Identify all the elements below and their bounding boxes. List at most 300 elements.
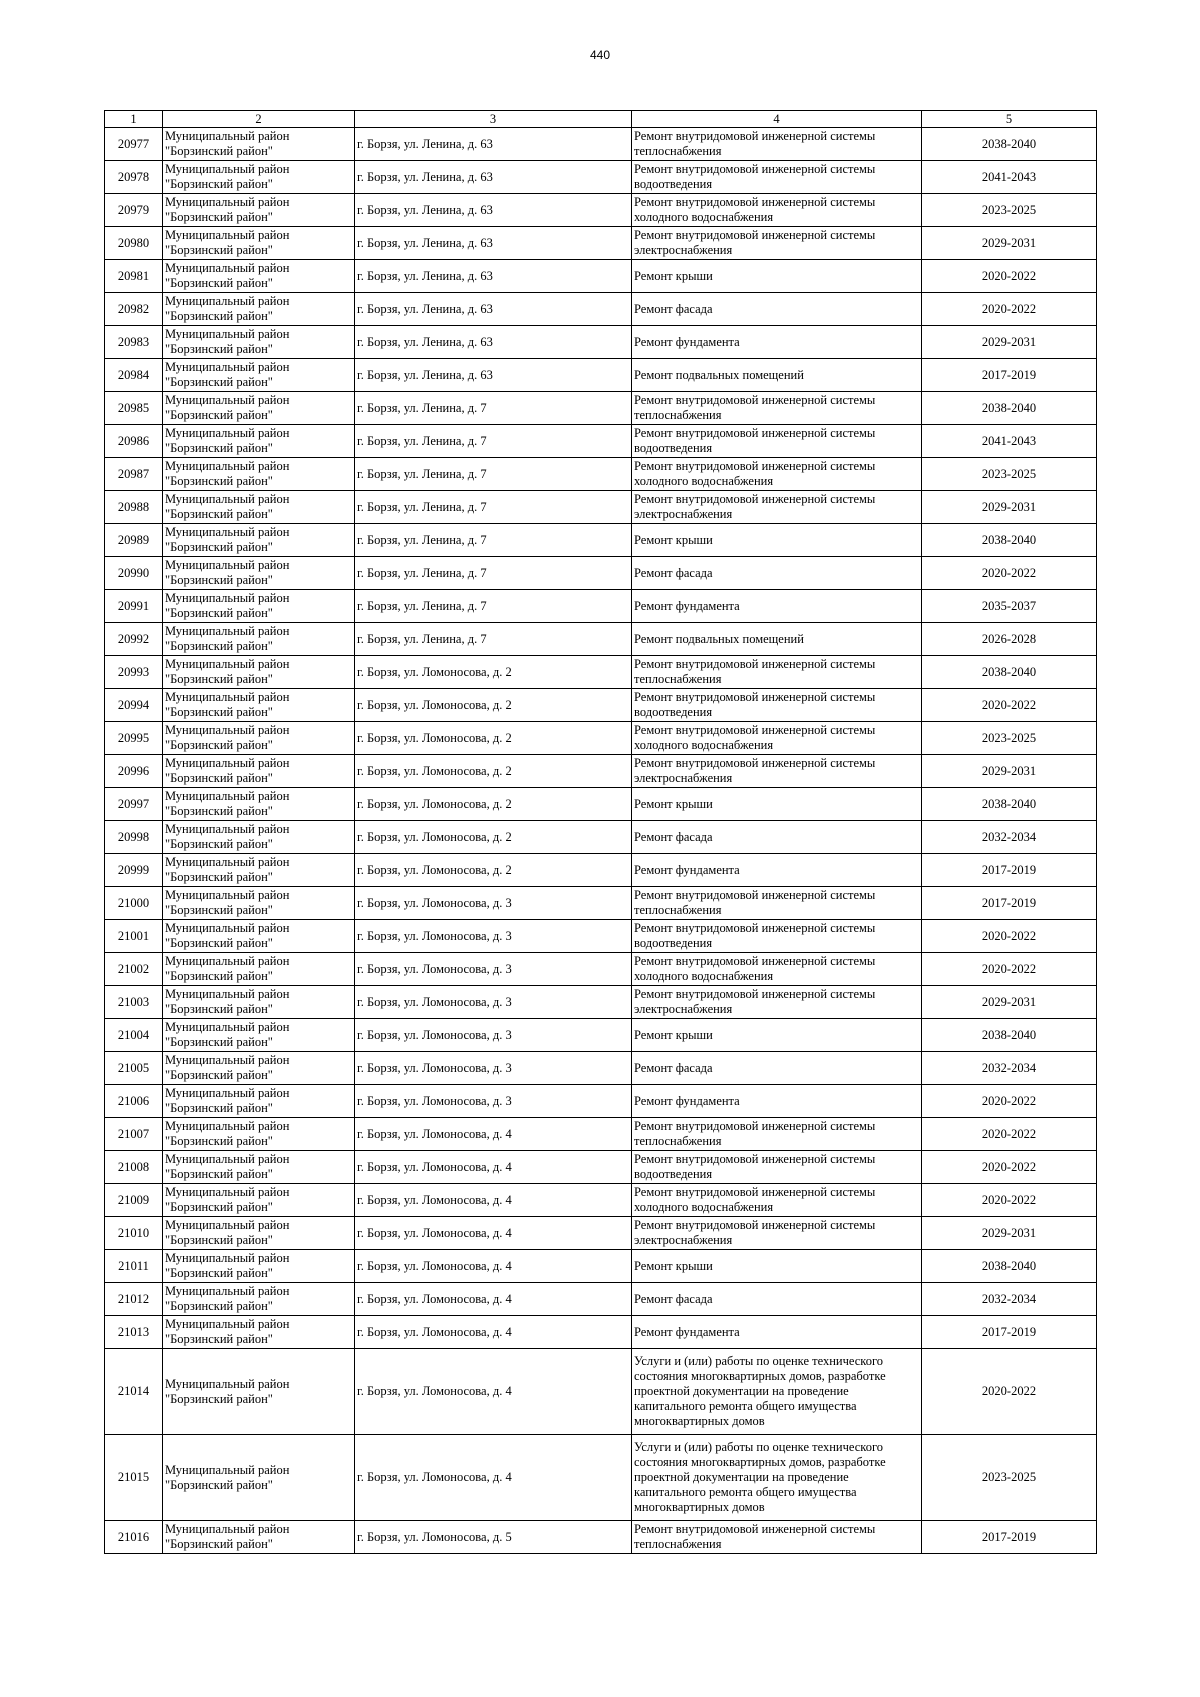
column-header-5: 5 bbox=[922, 111, 1097, 128]
municipality-line-2: "Борзинский район" bbox=[165, 1068, 273, 1082]
period-cell: 2020-2022 bbox=[922, 1118, 1097, 1151]
municipality-line-2: "Борзинский район" bbox=[165, 408, 273, 422]
table-row bbox=[105, 1316, 1097, 1349]
address-cell: г. Борзя, ул. Ломоносова, д. 5 bbox=[355, 1521, 632, 1554]
municipality-line-1: Муниципальный район bbox=[165, 360, 290, 374]
municipality-line-1: Муниципальный район bbox=[165, 294, 290, 308]
work-type-cell: Ремонт крыши bbox=[632, 1019, 922, 1052]
municipality-line-1: Муниципальный район bbox=[165, 1119, 290, 1133]
row-number: 21003 bbox=[105, 986, 163, 1019]
column-header-3: 3 bbox=[355, 111, 632, 128]
address-cell: г. Борзя, ул. Ломоносова, д. 4 bbox=[355, 1316, 632, 1349]
period-cell: 2029-2031 bbox=[922, 986, 1097, 1019]
address-cell: г. Борзя, ул. Ленина, д. 7 bbox=[355, 623, 632, 656]
municipality-line-1: Муниципальный район bbox=[165, 954, 290, 968]
municipality-line-2: "Борзинский район" bbox=[165, 1537, 273, 1551]
table-row bbox=[105, 590, 1097, 623]
municipality-line-2: "Борзинский район" bbox=[165, 1134, 273, 1148]
table-row bbox=[105, 1151, 1097, 1184]
municipality-cell bbox=[163, 392, 355, 425]
work-type-cell: Ремонт внутридомовой инженерной системы теплоснабжения bbox=[632, 656, 922, 689]
work-type-cell: Ремонт фасада bbox=[632, 1052, 922, 1085]
table-row bbox=[105, 788, 1097, 821]
municipality-cell bbox=[163, 590, 355, 623]
municipality-cell bbox=[163, 1118, 355, 1151]
row-number: 20985 bbox=[105, 392, 163, 425]
municipality-line-2: "Борзинский район" bbox=[165, 375, 273, 389]
table-row bbox=[105, 392, 1097, 425]
row-number: 21015 bbox=[105, 1435, 163, 1521]
municipality-cell bbox=[163, 1184, 355, 1217]
table-row bbox=[105, 755, 1097, 788]
address-cell: г. Борзя, ул. Ломоносова, д. 2 bbox=[355, 821, 632, 854]
municipality-line-2: "Борзинский район" bbox=[165, 177, 273, 191]
address-cell: г. Борзя, ул. Ленина, д. 63 bbox=[355, 260, 632, 293]
row-number: 20984 bbox=[105, 359, 163, 392]
address-cell: г. Борзя, ул. Ленина, д. 7 bbox=[355, 425, 632, 458]
municipality-line-2: "Борзинский район" bbox=[165, 210, 273, 224]
work-type-cell: Ремонт внутридомовой инженерной системы электроснабжения bbox=[632, 227, 922, 260]
municipality-line-1: Муниципальный район bbox=[165, 195, 290, 209]
row-number: 21007 bbox=[105, 1118, 163, 1151]
table-row bbox=[105, 1217, 1097, 1250]
municipality-line-2: "Борзинский район" bbox=[165, 1299, 273, 1313]
municipality-line-2: "Борзинский район" bbox=[165, 804, 273, 818]
table-row bbox=[105, 953, 1097, 986]
address-cell: г. Борзя, ул. Ломоносова, д. 2 bbox=[355, 689, 632, 722]
municipality-line-1: Муниципальный район bbox=[165, 1462, 290, 1477]
municipality-line-2: "Борзинский район" bbox=[165, 474, 273, 488]
row-number: 20981 bbox=[105, 260, 163, 293]
row-number: 20980 bbox=[105, 227, 163, 260]
work-type-cell: Ремонт фундамента bbox=[632, 1316, 922, 1349]
work-type-cell: Ремонт крыши bbox=[632, 788, 922, 821]
table-row bbox=[105, 986, 1097, 1019]
municipality-line-2: "Борзинский район" bbox=[165, 1200, 273, 1214]
row-number: 21008 bbox=[105, 1151, 163, 1184]
address-cell: г. Борзя, ул. Ломоносова, д. 4 bbox=[355, 1118, 632, 1151]
municipality-cell bbox=[163, 491, 355, 524]
municipality-cell bbox=[163, 920, 355, 953]
municipality-line-1: Муниципальный район bbox=[165, 657, 290, 671]
work-type-cell: Ремонт фундамента bbox=[632, 1085, 922, 1118]
municipality-line-2: "Борзинский район" bbox=[165, 771, 273, 785]
address-cell: г. Борзя, ул. Ленина, д. 63 bbox=[355, 359, 632, 392]
table-row bbox=[105, 821, 1097, 854]
work-type-cell: Ремонт внутридомовой инженерной системы электроснабжения bbox=[632, 491, 922, 524]
table-row bbox=[105, 326, 1097, 359]
work-type-cell: Услуги и (или) работы по оценке технического состояния многоквартирных домов, разработке проектной документации на проведение капитального ремонта общего имущества многоквартирных домов bbox=[632, 1349, 922, 1435]
row-number: 21002 bbox=[105, 953, 163, 986]
table-row bbox=[105, 1118, 1097, 1151]
municipality-cell bbox=[163, 986, 355, 1019]
row-number: 21001 bbox=[105, 920, 163, 953]
municipality-line-2: "Борзинский район" bbox=[165, 936, 273, 950]
row-number: 20996 bbox=[105, 755, 163, 788]
work-type-cell: Ремонт внутридомовой инженерной системы холодного водоснабжения bbox=[632, 194, 922, 227]
row-number: 20987 bbox=[105, 458, 163, 491]
address-cell: г. Борзя, ул. Ленина, д. 63 bbox=[355, 161, 632, 194]
municipality-line-2: "Борзинский район" bbox=[165, 276, 273, 290]
period-cell: 2020-2022 bbox=[922, 1151, 1097, 1184]
table-row bbox=[105, 887, 1097, 920]
work-type-cell: Ремонт фасада bbox=[632, 557, 922, 590]
work-type-cell: Ремонт внутридомовой инженерной системы водоотведения bbox=[632, 161, 922, 194]
work-type-cell: Ремонт внутридомовой инженерной системы водоотведения bbox=[632, 425, 922, 458]
row-number: 21006 bbox=[105, 1085, 163, 1118]
municipality-line-2: "Борзинский район" bbox=[165, 1101, 273, 1115]
municipality-cell bbox=[163, 1085, 355, 1118]
work-type-cell: Ремонт внутридомовой инженерной системы теплоснабжения bbox=[632, 1521, 922, 1554]
municipality-line-2: "Борзинский район" bbox=[165, 1391, 273, 1406]
municipality-cell bbox=[163, 623, 355, 656]
address-cell: г. Борзя, ул. Ломоносова, д. 4 bbox=[355, 1184, 632, 1217]
row-number: 21004 bbox=[105, 1019, 163, 1052]
table-row bbox=[105, 1184, 1097, 1217]
municipality-line-1: Муниципальный район bbox=[165, 327, 290, 341]
period-cell: 2038-2040 bbox=[922, 128, 1097, 161]
municipality-line-1: Муниципальный район bbox=[165, 1376, 290, 1391]
address-cell: г. Борзя, ул. Ломоносова, д. 2 bbox=[355, 722, 632, 755]
row-number: 20997 bbox=[105, 788, 163, 821]
table-row bbox=[105, 260, 1097, 293]
period-cell: 2029-2031 bbox=[922, 326, 1097, 359]
table-row bbox=[105, 194, 1097, 227]
municipality-cell bbox=[163, 887, 355, 920]
municipality-cell bbox=[163, 1052, 355, 1085]
table-row bbox=[105, 458, 1097, 491]
municipality-line-2: "Борзинский район" bbox=[165, 969, 273, 983]
row-number: 20995 bbox=[105, 722, 163, 755]
table-row bbox=[105, 1435, 1097, 1521]
period-cell: 2023-2025 bbox=[922, 1435, 1097, 1521]
table-row bbox=[105, 1250, 1097, 1283]
municipality-cell bbox=[163, 722, 355, 755]
row-number: 20998 bbox=[105, 821, 163, 854]
municipality-line-1: Муниципальный район bbox=[165, 624, 290, 638]
municipality-line-1: Муниципальный район bbox=[165, 525, 290, 539]
work-type-cell: Ремонт внутридомовой инженерной системы холодного водоснабжения bbox=[632, 722, 922, 755]
municipality-line-2: "Борзинский район" bbox=[165, 1233, 273, 1247]
table-row bbox=[105, 557, 1097, 590]
address-cell: г. Борзя, ул. Ленина, д. 7 bbox=[355, 557, 632, 590]
municipality-line-1: Муниципальный район bbox=[165, 129, 290, 143]
municipality-cell bbox=[163, 854, 355, 887]
municipality-line-2: "Борзинский район" bbox=[165, 243, 273, 257]
municipality-line-2: "Борзинский район" bbox=[165, 1266, 273, 1280]
period-cell: 2020-2022 bbox=[922, 260, 1097, 293]
work-type-cell: Ремонт внутридомовой инженерной системы холодного водоснабжения bbox=[632, 1184, 922, 1217]
municipality-line-2: "Борзинский район" bbox=[165, 573, 273, 587]
municipality-line-1: Муниципальный район bbox=[165, 228, 290, 242]
municipality-cell bbox=[163, 128, 355, 161]
row-number: 20988 bbox=[105, 491, 163, 524]
column-header-2: 2 bbox=[163, 111, 355, 128]
work-type-cell: Ремонт подвальных помещений bbox=[632, 359, 922, 392]
column-header-1: 1 bbox=[105, 111, 163, 128]
municipality-line-2: "Борзинский район" bbox=[165, 837, 273, 851]
period-cell: 2017-2019 bbox=[922, 887, 1097, 920]
row-number: 20979 bbox=[105, 194, 163, 227]
municipality-line-2: "Борзинский район" bbox=[165, 309, 273, 323]
address-cell: г. Борзя, ул. Ломоносова, д. 3 bbox=[355, 920, 632, 953]
period-cell: 2038-2040 bbox=[922, 392, 1097, 425]
address-cell: г. Борзя, ул. Ломоносова, д. 4 bbox=[355, 1217, 632, 1250]
column-header-4: 4 bbox=[632, 111, 922, 128]
address-cell: г. Борзя, ул. Ломоносова, д. 3 bbox=[355, 1019, 632, 1052]
work-type-cell: Ремонт внутридомовой инженерной системы электроснабжения bbox=[632, 986, 922, 1019]
municipality-line-1: Муниципальный район bbox=[165, 426, 290, 440]
table-row bbox=[105, 656, 1097, 689]
work-type-cell: Ремонт крыши bbox=[632, 260, 922, 293]
work-type-cell: Ремонт внутридомовой инженерной системы водоотведения bbox=[632, 1151, 922, 1184]
address-cell: г. Борзя, ул. Ленина, д. 63 bbox=[355, 326, 632, 359]
table-row bbox=[105, 1521, 1097, 1554]
table-row bbox=[105, 1019, 1097, 1052]
work-type-cell: Ремонт внутридомовой инженерной системы теплоснабжения bbox=[632, 1118, 922, 1151]
municipality-line-1: Муниципальный район bbox=[165, 921, 290, 935]
table-row bbox=[105, 1052, 1097, 1085]
municipality-line-1: Муниципальный район bbox=[165, 855, 290, 869]
row-number: 20983 bbox=[105, 326, 163, 359]
work-type-cell: Ремонт фундамента bbox=[632, 854, 922, 887]
period-cell: 2026-2028 bbox=[922, 623, 1097, 656]
period-cell: 2023-2025 bbox=[922, 722, 1097, 755]
row-number: 20978 bbox=[105, 161, 163, 194]
municipality-cell bbox=[163, 689, 355, 722]
work-type-cell: Ремонт фундамента bbox=[632, 326, 922, 359]
table-row bbox=[105, 293, 1097, 326]
period-cell: 2041-2043 bbox=[922, 425, 1097, 458]
period-cell: 2017-2019 bbox=[922, 1521, 1097, 1554]
period-cell: 2017-2019 bbox=[922, 359, 1097, 392]
address-cell: г. Борзя, ул. Ленина, д. 7 bbox=[355, 392, 632, 425]
table-row bbox=[105, 623, 1097, 656]
municipality-line-2: "Борзинский район" bbox=[165, 540, 273, 554]
municipality-line-1: Муниципальный район bbox=[165, 690, 290, 704]
table-row bbox=[105, 161, 1097, 194]
address-cell: г. Борзя, ул. Ломоносова, д. 2 bbox=[355, 788, 632, 821]
table-row bbox=[105, 920, 1097, 953]
municipality-line-1: Муниципальный район bbox=[165, 558, 290, 572]
row-number: 20986 bbox=[105, 425, 163, 458]
work-type-cell: Ремонт внутридомовой инженерной системы электроснабжения bbox=[632, 1217, 922, 1250]
work-type-cell: Ремонт крыши bbox=[632, 1250, 922, 1283]
municipality-line-2: "Борзинский район" bbox=[165, 639, 273, 653]
municipality-line-2: "Борзинский район" bbox=[165, 144, 273, 158]
period-cell: 2023-2025 bbox=[922, 194, 1097, 227]
work-type-cell: Ремонт внутридомовой инженерной системы электроснабжения bbox=[632, 755, 922, 788]
row-number: 21010 bbox=[105, 1217, 163, 1250]
row-number: 20990 bbox=[105, 557, 163, 590]
municipality-line-1: Муниципальный район bbox=[165, 1185, 290, 1199]
table-row bbox=[105, 1349, 1097, 1435]
work-type-cell: Ремонт внутридомовой инженерной системы теплоснабжения bbox=[632, 128, 922, 161]
table-row bbox=[105, 491, 1097, 524]
period-cell: 2038-2040 bbox=[922, 1250, 1097, 1283]
municipality-line-1: Муниципальный район bbox=[165, 459, 290, 473]
address-cell: г. Борзя, ул. Ломоносова, д. 4 bbox=[355, 1349, 632, 1435]
municipality-cell bbox=[163, 656, 355, 689]
work-type-cell: Ремонт фасада bbox=[632, 293, 922, 326]
address-cell: г. Борзя, ул. Ленина, д. 63 bbox=[355, 194, 632, 227]
period-cell: 2020-2022 bbox=[922, 557, 1097, 590]
table-row bbox=[105, 1283, 1097, 1316]
municipality-cell bbox=[163, 953, 355, 986]
municipality-line-2: "Борзинский район" bbox=[165, 1332, 273, 1346]
row-number: 20977 bbox=[105, 128, 163, 161]
period-cell: 2038-2040 bbox=[922, 656, 1097, 689]
municipality-cell bbox=[163, 1019, 355, 1052]
work-type-cell: Ремонт внутридомовой инженерной системы теплоснабжения bbox=[632, 887, 922, 920]
period-cell: 2029-2031 bbox=[922, 1217, 1097, 1250]
work-type-cell: Услуги и (или) работы по оценке технического состояния многоквартирных домов, разработке проектной документации на проведение капитального ремонта общего имущества многоквартирных домов bbox=[632, 1435, 922, 1521]
municipality-cell bbox=[163, 1250, 355, 1283]
table-body bbox=[105, 128, 1097, 1554]
municipality-line-1: Муниципальный район bbox=[165, 492, 290, 506]
municipality-line-2: "Борзинский район" bbox=[165, 1167, 273, 1181]
municipality-cell bbox=[163, 755, 355, 788]
page-number: 440 bbox=[589, 48, 611, 62]
municipality-cell bbox=[163, 161, 355, 194]
municipality-cell bbox=[163, 821, 355, 854]
table-row bbox=[105, 1085, 1097, 1118]
period-cell: 2038-2040 bbox=[922, 524, 1097, 557]
municipality-line-1: Муниципальный район bbox=[165, 393, 290, 407]
municipality-line-2: "Борзинский район" bbox=[165, 870, 273, 884]
municipality-line-2: "Борзинский район" bbox=[165, 441, 273, 455]
row-number: 20993 bbox=[105, 656, 163, 689]
row-number: 21014 bbox=[105, 1349, 163, 1435]
municipality-line-1: Муниципальный район bbox=[165, 1218, 290, 1232]
address-cell: г. Борзя, ул. Ленина, д. 63 bbox=[355, 227, 632, 260]
period-cell: 2029-2031 bbox=[922, 227, 1097, 260]
address-cell: г. Борзя, ул. Ломоносова, д. 4 bbox=[355, 1283, 632, 1316]
municipality-cell bbox=[163, 260, 355, 293]
address-cell: г. Борзя, ул. Ленина, д. 7 bbox=[355, 491, 632, 524]
work-type-cell: Ремонт подвальных помещений bbox=[632, 623, 922, 656]
municipality-line-1: Муниципальный район bbox=[165, 987, 290, 1001]
address-cell: г. Борзя, ул. Ломоносова, д. 3 bbox=[355, 887, 632, 920]
municipality-cell bbox=[163, 293, 355, 326]
work-type-cell: Ремонт фасада bbox=[632, 821, 922, 854]
municipality-cell bbox=[163, 425, 355, 458]
municipality-line-2: "Борзинский район" bbox=[165, 606, 273, 620]
municipality-cell bbox=[163, 1151, 355, 1184]
table-row bbox=[105, 722, 1097, 755]
period-cell: 2032-2034 bbox=[922, 1052, 1097, 1085]
municipality-line-1: Муниципальный район bbox=[165, 1086, 290, 1100]
period-cell: 2035-2037 bbox=[922, 590, 1097, 623]
municipality-cell bbox=[163, 458, 355, 491]
address-cell: г. Борзя, ул. Ломоносова, д. 2 bbox=[355, 854, 632, 887]
row-number: 20989 bbox=[105, 524, 163, 557]
address-cell: г. Борзя, ул. Ломоносова, д. 3 bbox=[355, 1052, 632, 1085]
period-cell: 2020-2022 bbox=[922, 1085, 1097, 1118]
work-type-cell: Ремонт внутридомовой инженерной системы холодного водоснабжения bbox=[632, 953, 922, 986]
address-cell: г. Борзя, ул. Ломоносова, д. 3 bbox=[355, 1085, 632, 1118]
municipality-line-2: "Борзинский район" bbox=[165, 705, 273, 719]
row-number: 20999 bbox=[105, 854, 163, 887]
period-cell: 2029-2031 bbox=[922, 755, 1097, 788]
municipality-line-1: Муниципальный район bbox=[165, 162, 290, 176]
table-row bbox=[105, 524, 1097, 557]
municipality-line-2: "Борзинский район" bbox=[165, 672, 273, 686]
municipality-line-1: Муниципальный район bbox=[165, 822, 290, 836]
row-number: 20982 bbox=[105, 293, 163, 326]
municipality-cell bbox=[163, 1217, 355, 1250]
period-cell: 2020-2022 bbox=[922, 920, 1097, 953]
municipality-line-1: Муниципальный район bbox=[165, 1284, 290, 1298]
municipality-cell bbox=[163, 524, 355, 557]
municipality-cell bbox=[163, 227, 355, 260]
municipality-line-2: "Борзинский район" bbox=[165, 1002, 273, 1016]
municipality-cell bbox=[163, 557, 355, 590]
address-cell: г. Борзя, ул. Ломоносова, д. 2 bbox=[355, 656, 632, 689]
municipality-line-2: "Борзинский район" bbox=[165, 903, 273, 917]
period-cell: 2041-2043 bbox=[922, 161, 1097, 194]
municipality-cell bbox=[163, 326, 355, 359]
municipality-line-1: Муниципальный район bbox=[165, 591, 290, 605]
municipality-cell bbox=[163, 1521, 355, 1554]
period-cell: 2020-2022 bbox=[922, 1184, 1097, 1217]
table-row bbox=[105, 128, 1097, 161]
capital-repair-table bbox=[104, 110, 1097, 1554]
municipality-line-1: Муниципальный район bbox=[165, 261, 290, 275]
row-number: 21011 bbox=[105, 1250, 163, 1283]
table-row bbox=[105, 227, 1097, 260]
municipality-line-2: "Борзинский район" bbox=[165, 1477, 273, 1492]
address-cell: г. Борзя, ул. Ленина, д. 7 bbox=[355, 458, 632, 491]
address-cell: г. Борзя, ул. Ленина, д. 7 bbox=[355, 524, 632, 557]
address-cell: г. Борзя, ул. Ленина, д. 63 bbox=[355, 293, 632, 326]
period-cell: 2020-2022 bbox=[922, 953, 1097, 986]
work-type-cell: Ремонт внутридомовой инженерной системы холодного водоснабжения bbox=[632, 458, 922, 491]
row-number: 21005 bbox=[105, 1052, 163, 1085]
address-cell: г. Борзя, ул. Ломоносова, д. 4 bbox=[355, 1151, 632, 1184]
row-number: 21012 bbox=[105, 1283, 163, 1316]
address-cell: г. Борзя, ул. Ломоносова, д. 4 bbox=[355, 1435, 632, 1521]
period-cell: 2032-2034 bbox=[922, 1283, 1097, 1316]
municipality-cell bbox=[163, 788, 355, 821]
municipality-line-2: "Борзинский район" bbox=[165, 738, 273, 752]
work-type-cell: Ремонт крыши bbox=[632, 524, 922, 557]
work-type-cell: Ремонт фасада bbox=[632, 1283, 922, 1316]
address-cell: г. Борзя, ул. Ломоносова, д. 4 bbox=[355, 1250, 632, 1283]
period-cell: 2032-2034 bbox=[922, 821, 1097, 854]
period-cell: 2017-2019 bbox=[922, 1316, 1097, 1349]
period-cell: 2020-2022 bbox=[922, 1349, 1097, 1435]
period-cell: 2017-2019 bbox=[922, 854, 1097, 887]
table-row bbox=[105, 689, 1097, 722]
table-row bbox=[105, 359, 1097, 392]
period-cell: 2020-2022 bbox=[922, 293, 1097, 326]
municipality-line-1: Муниципальный район bbox=[165, 1053, 290, 1067]
municipality-line-2: "Борзинский район" bbox=[165, 507, 273, 521]
table-header-row bbox=[105, 111, 1097, 128]
municipality-line-1: Муниципальный район bbox=[165, 1020, 290, 1034]
work-type-cell: Ремонт фундамента bbox=[632, 590, 922, 623]
work-type-cell: Ремонт внутридомовой инженерной системы водоотведения bbox=[632, 689, 922, 722]
municipality-cell bbox=[163, 359, 355, 392]
municipality-line-1: Муниципальный район bbox=[165, 756, 290, 770]
municipality-cell bbox=[163, 1349, 355, 1435]
period-cell: 2020-2022 bbox=[922, 689, 1097, 722]
municipality-cell bbox=[163, 1316, 355, 1349]
municipality-line-1: Муниципальный район bbox=[165, 1251, 290, 1265]
address-cell: г. Борзя, ул. Ленина, д. 63 bbox=[355, 128, 632, 161]
municipality-line-1: Муниципальный район bbox=[165, 1522, 290, 1536]
